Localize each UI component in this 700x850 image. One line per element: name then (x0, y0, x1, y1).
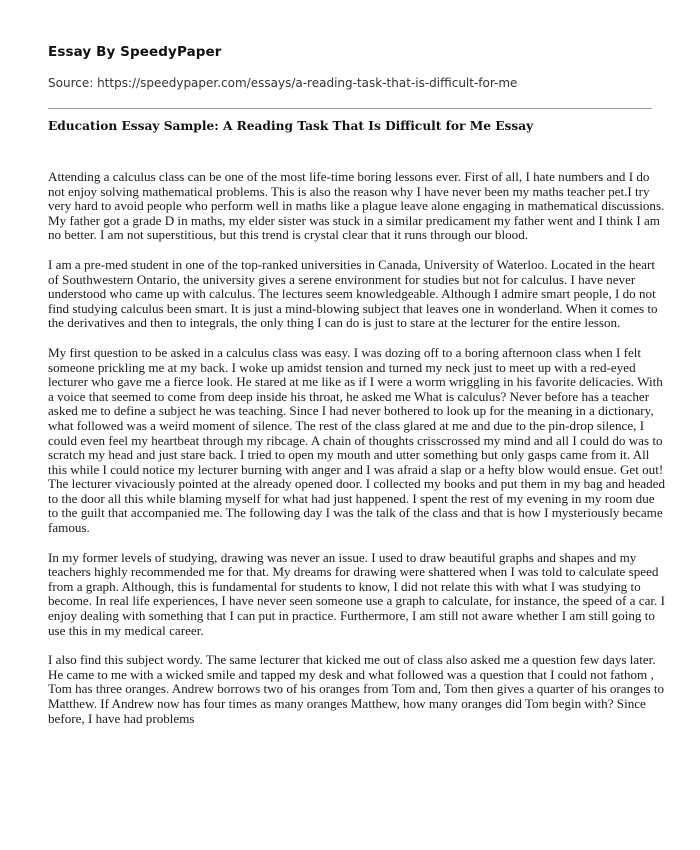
essay-paragraph: I am a pre-med student in one of the top-ranked universities in Canada, University of Waterloo. Located in the heart of Southwestern Ontario, the university gives a serene environment for studies but not for calculus. I have never understood who came up with calculus. The lectures seem knowledgeable. Although I admire smart people, I do not find studying calculus been smart. It is just a mind-blowing subject that leaves one in wonderland. When it comes to the derivatives and then to integrals, the only thing I can do is just to stare at the lecturer for the entire lesson. (48, 256, 658, 331)
essay-title: Education Essay Sample: A Reading Task That Is Difficult for Me Essay (48, 119, 534, 133)
source-line: Source: https://speedypaper.com/essays/a-reading-task-that-is-difficult-for-me (48, 76, 518, 90)
header-divider (48, 108, 652, 109)
essay-paragraph: Attending a calculus class can be one of the most life-time boring lessons ever. First of all, I hate numbers and I do not enjoy solving mathematical problems. This is also the reason why I have never been my maths teacher pet.I try very hard to avoid people who perform well in maths like a plague leave alone engaging in mathematical discussions. My father got a grade D in maths, my elder sister was stuck in a similar predicament my father went and I think I am no better. I am not superstitious, but this trend is crystal clear that it runs through our blood. (48, 169, 665, 243)
site-title: Essay By SpeedyPaper (48, 44, 222, 60)
essay-paragraph: My first question to be asked in a calculus class was easy. I was dozing off to a boring afternoon class when I felt someone prickling me at my back. I woke up amidst tension and turned my neck just to meet up with a red-eyed lecturer who gave me a fierce look. He stared at me like as if I were a worm wriggling in his favorite delicacies. With a voice that seemed to come from deep inside his throat, he asked me What is calculus? Never before has a teacher asked me to define a subject he was teaching. Since I had never bothered to look up for the meaning in a dictionary, what followed was a weird moment of silence. The rest of the class glared at me and due to the pin-drop silence, I could even feel my heartbeat through my ribcage. A chain of thoughts crisscrossed my mind and all I could do was to scratch my head and just stare back. I tried to open my mouth and utter something but only gasps came from it. All this while I could notice my lecturer burning with anger and I was afraid a slap or a hefty blow would ensue. Get out! The lecturer vivaciously pointed at the already opened door. I collected my books and put them in my bag and headed to the door all this while blaming myself for what had just happened. I spent the rest of my evening in my room due to the guilt that accompanied me. The following day I was the talk of the class and that is how I mysteriously became famous. (48, 344, 666, 536)
essay-paragraph: I also find this subject wordy. The same lecturer that kicked me out of class also asked me a question few days later. He came to me with a wicked smile and tapped my desk and what followed was a question that I could not fathom , Tom has three oranges. Andrew borrows two of his oranges from Tom and, Tom then gives a quarter of his oranges to Matthew. If Andrew now has four times as many oranges Matthew, how many oranges did Tom begin with? Since before, I have had problems (48, 652, 665, 726)
essay-body (48, 170, 666, 741)
essay-paragraph: In my former levels of studying, drawing was never an issue. I used to draw beautiful graphs and shapes and my teachers highly recommended me for that. My dreams for drawing were shattered when I was told to calculate speed from a graph. Although, this is fundamental for students to know, I did not relate this with what I was studying to become. In real life experiences, I have never seen someone use a graph to calculate, for instance, the speed of a car. I enjoy dealing with something that I can put in practice. Furthermore, I am still not aware whether I am still going to use this in my medical career. (48, 549, 665, 638)
